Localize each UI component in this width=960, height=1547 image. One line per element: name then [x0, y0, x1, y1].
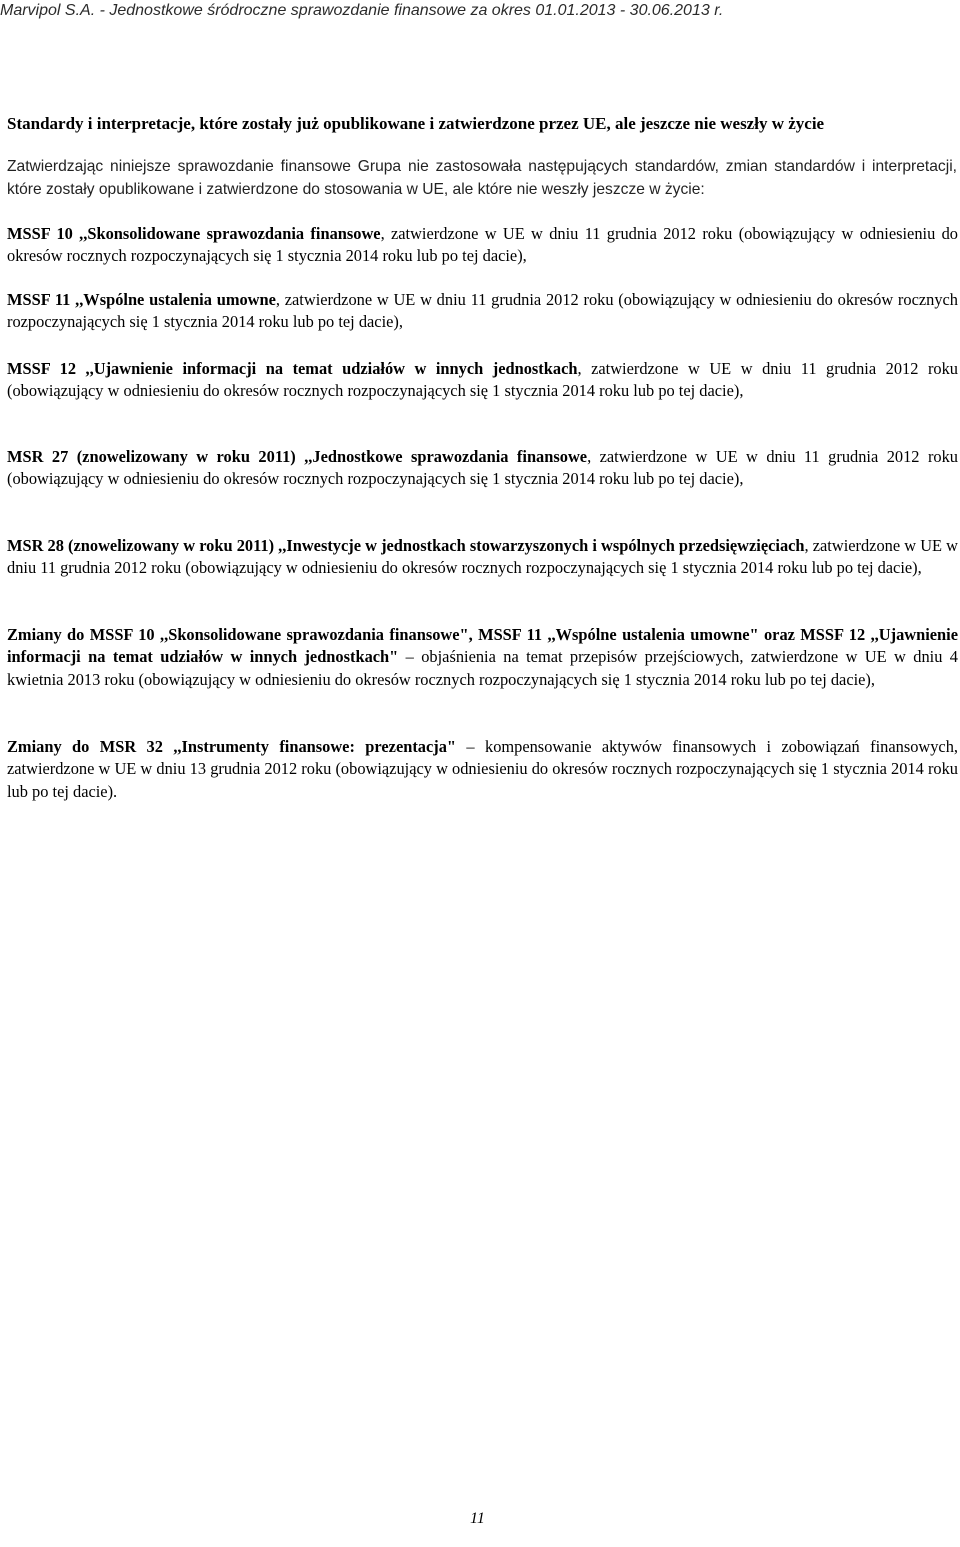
standard-description: – kompensowanie aktywów finansowych i zobowiązań finansowych, zatwierdzone w UE w dniu 13 grudnia 2012 roku (obowiązujący w odniesieniu do okresów rocznych rozpoczynających się 1 stycznia 2014 roku lub po tej dacie). — [7, 737, 958, 801]
standard-title: Zmiany do MSSF 10 ,,Skonsolidowane sprawozdania finansowe", MSSF 11 ,,Wspólne ustalenia umowne" oraz MSSF 12 ,,Ujawnienie informacji na temat udziałów w innych jednostkach" — [7, 625, 958, 667]
standard-item — [7, 535, 958, 580]
standard-description: , zatwierdzone w UE w dniu 11 grudnia 2012 roku (obowiązujący w odniesieniu do okresów rocznych rozpoczynających się 1 stycznia 2014 roku lub po tej dacie), — [7, 290, 958, 332]
intro-paragraph: Zatwierdzając niniejsze sprawozdanie finansowe Grupa nie zastosowała następujących standardów, zmian standardów i interpretacji, które zostały opublikowane i zatwierdzone do stosowania w UE, ale które nie weszły jeszcze w życie: — [7, 158, 957, 198]
standard-title: Zmiany do MSR 32 ,,Instrumenty finansowe: prezentacja" — [7, 737, 457, 756]
standard-description: , zatwierdzone w UE w dniu 11 grudnia 2012 roku (obowiązujący w odniesieniu do okresów rocznych rozpoczynających się 1 stycznia 2014 roku lub po tej dacie), — [7, 224, 958, 266]
standard-item — [7, 736, 958, 803]
standard-item — [7, 358, 958, 403]
standard-description: , zatwierdzone w UE w dniu 11 grudnia 2012 roku (obowiązujący w odniesieniu do okresów rocznych rozpoczynających się 1 stycznia 2014 roku lub po tej dacie), — [7, 359, 958, 401]
standard-description: , zatwierdzone w UE w dniu 11 grudnia 2012 roku (obowiązujący w odniesieniu do okresów rocznych rozpoczynających się 1 stycznia 2014 roku lub po tej dacie), — [7, 536, 958, 578]
section-heading: Standardy i interpretacje, które zostały już opublikowane i zatwierdzone przez UE, ale jeszcze nie weszły w życie — [7, 114, 825, 133]
standard-title: MSSF 11 ,,Wspólne ustalenia umowne — [7, 290, 276, 309]
standard-title: MSR 27 (znowelizowany w roku 2011) ,,Jednostkowe sprawozdania finansowe — [7, 447, 588, 466]
standard-title: MSSF 12 ,,Ujawnienie informacji na temat udziałów w innych jednostkach — [7, 359, 578, 378]
standard-title: MSR 28 (znowelizowany w roku 2011) ,,Inwestycje w jednostkach stowarzyszonych i wspólnych przedsięwzięciach — [7, 536, 805, 555]
standard-description: – objaśnienia na temat przepisów przejściowych, zatwierdzone w UE w dniu 4 kwietnia 2013 roku (obowiązujący w odniesieniu do okresów rocznych rozpoczynających się 1 stycznia 2014 roku lub po tej dacie), — [7, 647, 958, 689]
page-number: 11 — [470, 1510, 485, 1527]
standard-title: MSSF 10 ,,Skonsolidowane sprawozdania finansowe — [7, 224, 381, 243]
standard-item — [7, 223, 958, 268]
standard-description: , zatwierdzone w UE w dniu 11 grudnia 2012 roku (obowiązujący w odniesieniu do okresów rocznych rozpoczynających się 1 stycznia 2014 roku lub po tej dacie), — [7, 447, 958, 489]
running-header: Marvipol S.A. - Jednostkowe śródroczne sprawozdanie finansowe za okres 01.01.2013 - 30.06.2013 r. — [0, 2, 724, 19]
standard-item — [7, 446, 958, 491]
standard-item — [7, 624, 958, 691]
standard-item — [7, 289, 958, 334]
